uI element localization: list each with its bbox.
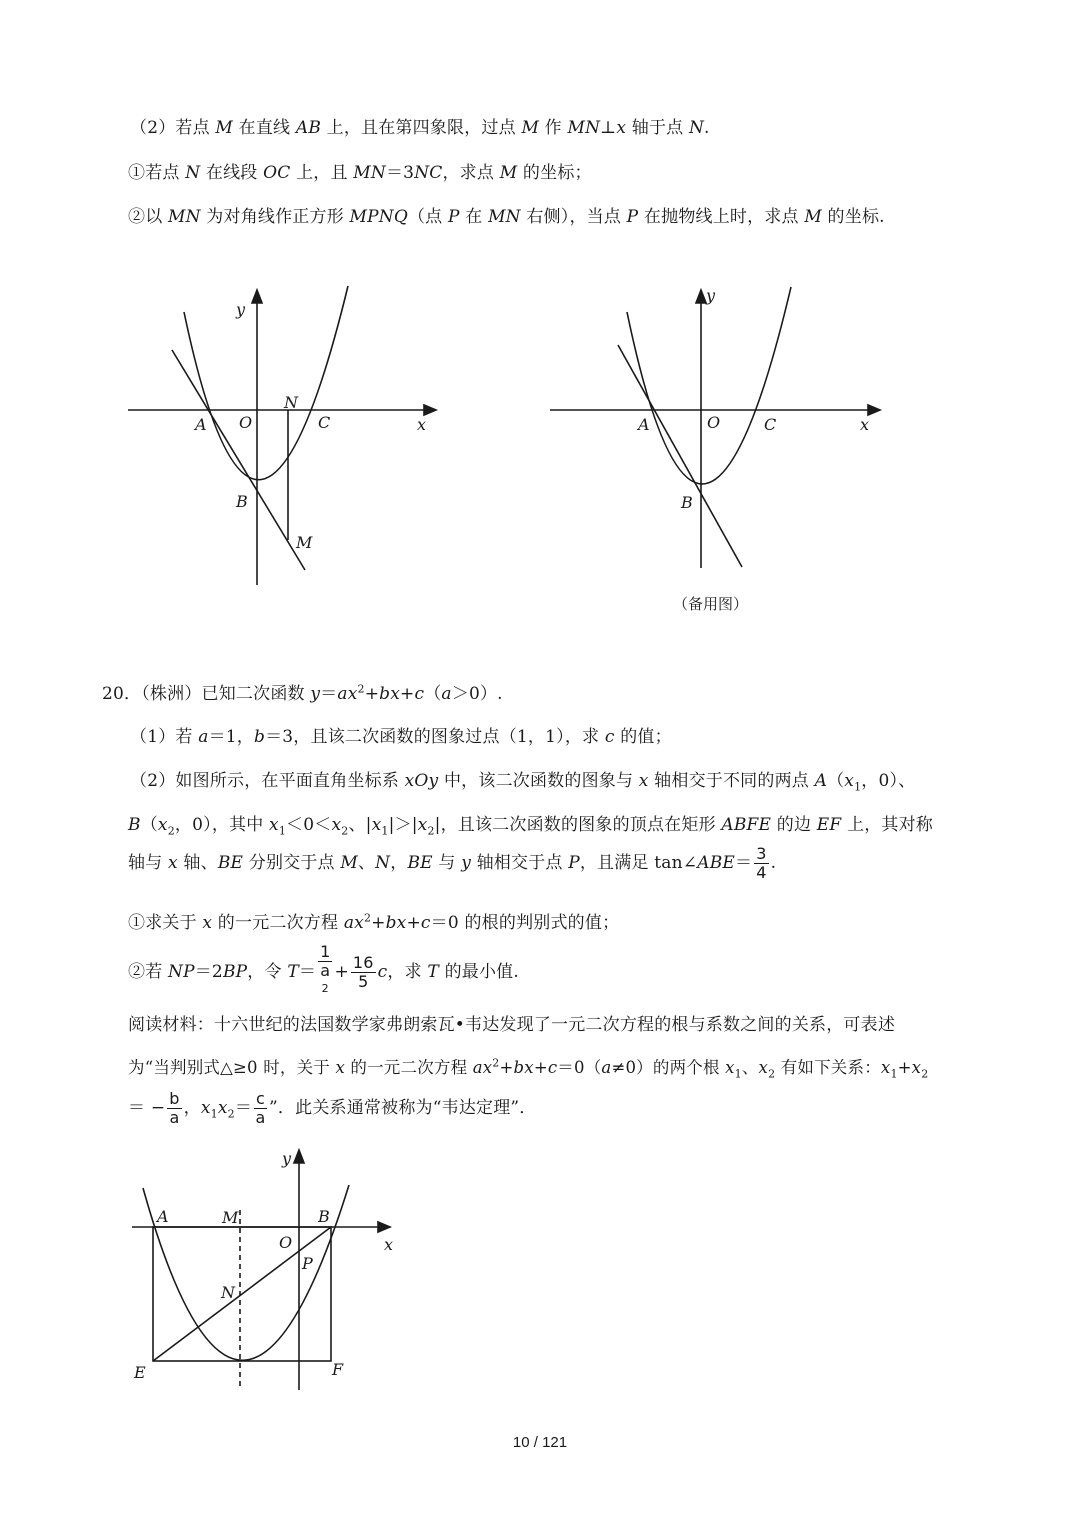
reading-material-line1: 阅读材料：十六世纪的法国数学家弗朗索瓦•韦达发现了一元二次方程的根与系数之间的关系，可表述: [128, 1015, 896, 1035]
q20-part2-line3: 轴与 x 轴、BE 分别交于点 M、N，BE 与 y 轴相交于点 P，且满足 tan∠ABE＝ $\frac{3}{4}$ .: [128, 844, 777, 882]
reading-material-line3: ＝ − $\frac{b}{a}$ ，$x_1x_2=$ $\frac{c}{a}$ ”．此关系通常被称为“韦达定理”．: [128, 1089, 537, 1127]
fig3-label-p: P: [302, 1254, 313, 1273]
fraction-one-over-a-squared: 1 a $^2$: [320, 942, 331, 995]
fig2-x-arrow: [868, 405, 880, 415]
fig1-label-c: C: [318, 413, 331, 432]
fig3-label-a: A: [157, 1207, 169, 1226]
fig1-y-arrow: [252, 290, 262, 303]
q20-part2-line2: $B(x_2$，0），其中 $x_1<0<x_2$、$|x_1|>|x_2|$，且该二次函数的图象的顶点在矩形 ABFE 的边 EF 上，其对称: [128, 815, 933, 838]
fig2-line-ab: [618, 345, 742, 567]
fig3-label-o: O: [279, 1233, 293, 1252]
fraction-b-over-a: $\frac{b}{a}$: [169, 1089, 180, 1127]
page-number: 10 / 121: [512, 1434, 568, 1451]
q20-stem: 20．（株洲）已知二次函数 $y=ax^2+bx+c(a>0)$.: [102, 682, 503, 704]
fig1-label-m: M: [296, 533, 313, 552]
fig3-label-n: N: [221, 1283, 235, 1302]
fig2-label-b: B: [681, 493, 693, 512]
reading-material-line2: 为“当判别式△≥0 时，关于 x 的一元二次方程 $ax^2+bx+c=0(a\ne 0)$的两个根 $x_1$、$x_2$ 有如下关系：$x_1+x_2$: [128, 1056, 929, 1081]
fig1-label-a: A: [195, 415, 207, 434]
fig1-label-o: O: [239, 413, 253, 432]
fig1-label-n: N: [284, 393, 298, 412]
fig3-label-e: E: [134, 1363, 146, 1382]
fig1-line-ab: [172, 350, 305, 570]
fig1-x-arrow: [424, 405, 436, 415]
fig3-label-y: y: [282, 1149, 292, 1168]
q20-subq1: ①求关于 x 的一元二次方程 $ax^2+bx+c=0$ 的根的判别式的值；: [128, 911, 620, 933]
fig2-y-arrow: [696, 290, 706, 303]
q19-part2-sub1: ①若点 N 在线段 OC 上，且 MN＝3NC，求点 M 的坐标；: [128, 163, 592, 183]
fig3-y-arrow: [294, 1150, 304, 1163]
fig3-label-f: F: [332, 1360, 344, 1379]
q20-subq2: ②若 NP＝2BP，令 T＝ 1 a $^2$ + $\frac{16}{5}$ c，求 T 的最小值.: [128, 943, 519, 1002]
fig3-label-b: B: [318, 1207, 330, 1226]
fig1-label-b: B: [236, 492, 248, 511]
fig1-label-x: x: [417, 415, 427, 434]
fig1-parabola: [184, 286, 348, 480]
fig3-label-x: x: [384, 1235, 394, 1254]
fig2-label-a: A: [638, 415, 650, 434]
q19-part2-sub2: ②以 MN 为对角线作正方形 MPNQ（点 P 在 MN 右侧），当点 P 在抛物线上时，求点 M 的坐标.: [128, 207, 885, 227]
fig2-parabola: [627, 287, 791, 484]
fig2-label-y: y: [706, 286, 716, 305]
fraction-c-over-a: $\frac{c}{a}$: [255, 1089, 266, 1127]
q20-part1: （1）若 a＝1，b＝3，且该二次函数的图象过点（1，1），求 c 的值；: [130, 727, 672, 747]
fig2-label-c: C: [764, 415, 777, 434]
fig1-label-y: y: [236, 300, 246, 319]
fig2-label-o: O: [707, 413, 721, 432]
fraction-sixteen-fifths: $\frac{16}{5}$: [352, 953, 374, 992]
fig3-x-arrow: [378, 1222, 390, 1232]
fig2-caption: （备用图）: [673, 595, 749, 613]
fig3-label-m: M: [222, 1208, 239, 1227]
fig2-label-x: x: [860, 415, 870, 434]
q20-part2-line1: （2）如图所示，在平面直角坐标系 xOy 中，该二次函数的图象与 x 轴相交于不同的两点 $A(x_1$，0）、: [130, 771, 916, 794]
fraction-three-quarters: $\frac{3}{4}$: [756, 844, 767, 882]
q19-part2-line1: （2）若点 M 在直线 AB 上，且在第四象限，过点 M 作 MN⊥x 轴于点 N.: [130, 118, 710, 138]
